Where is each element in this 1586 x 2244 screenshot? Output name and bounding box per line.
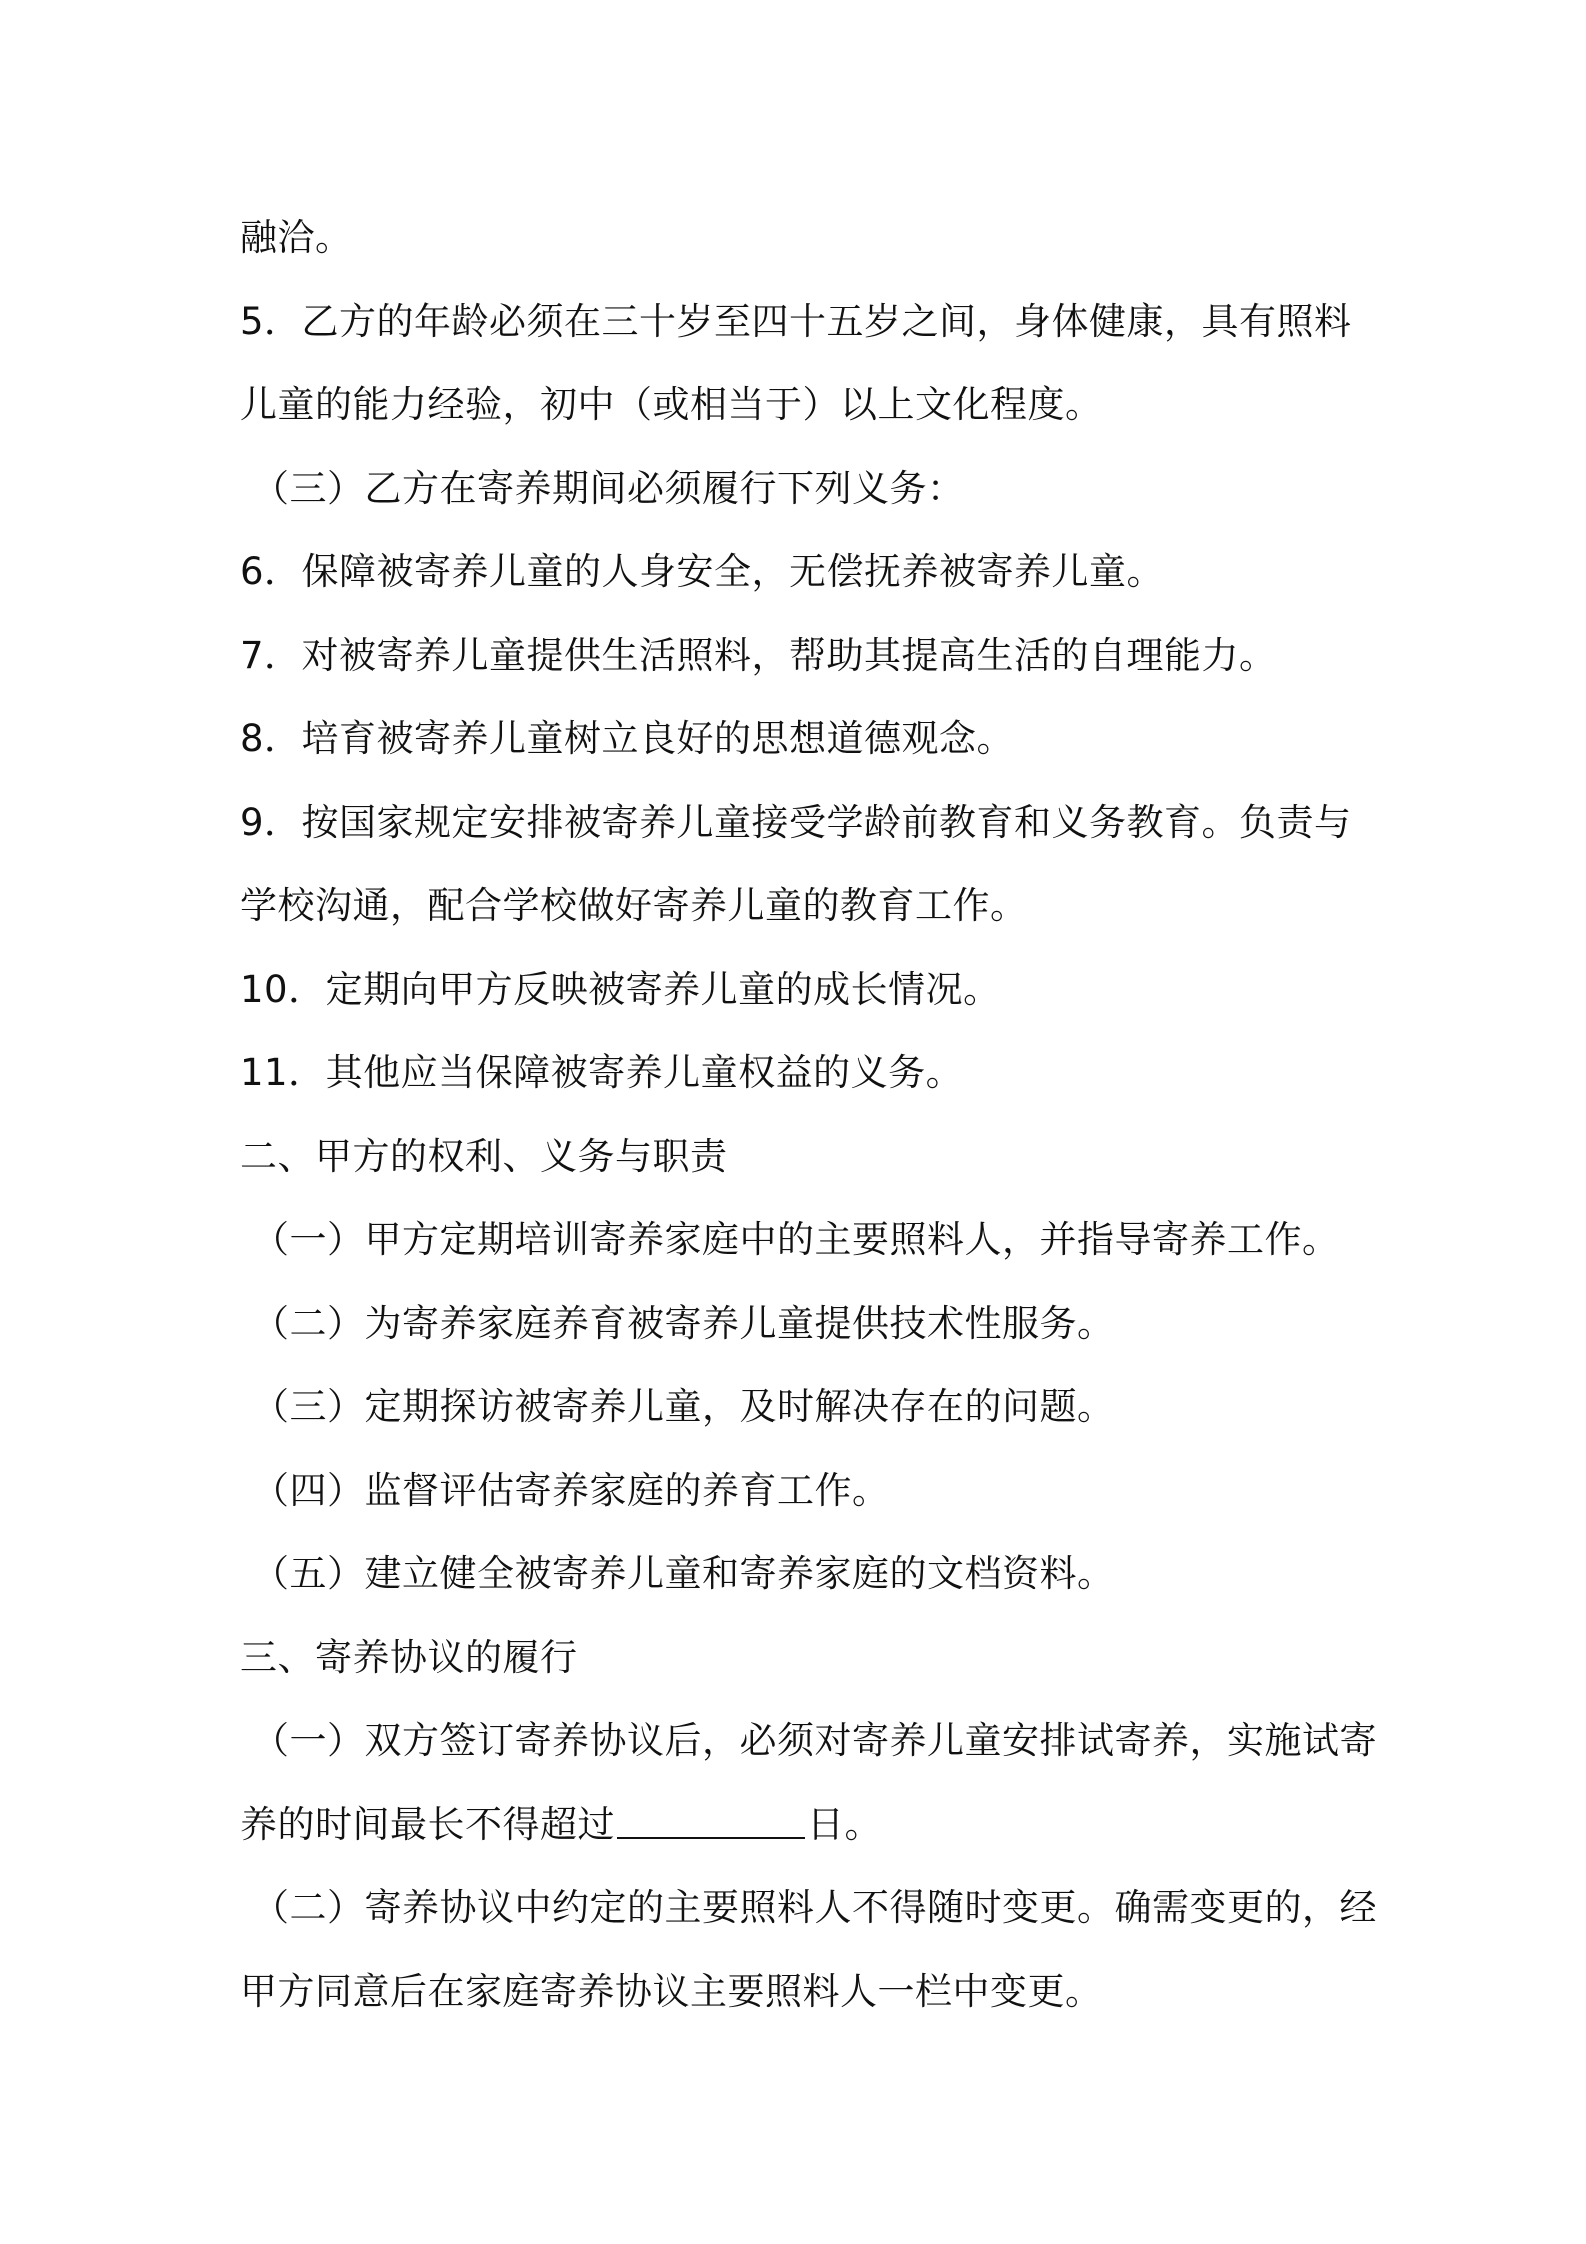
text-line: 5．乙方的年龄必须在三十岁至四十五岁之间，身体健康，具有照料 <box>240 299 1352 343</box>
text-line: 甲方同意后在家庭寄养协议主要照料人一栏中变更。 <box>240 1969 1103 2013</box>
text-line: 融洽。 <box>240 216 353 259</box>
text-line: 6．保障被寄养儿童的人身安全，无偿抚养被寄养儿童。 <box>240 550 1165 593</box>
text-line: （二）为寄养家庭养育被寄养儿童提供技术性服务。 <box>252 1301 1115 1345</box>
section-heading: 二、甲方的权利、义务与职责 <box>240 1134 728 1178</box>
text-line: 8．培育被寄养儿童树立良好的思想道德观念。 <box>240 717 1015 760</box>
text-line: （一）双方签订寄养协议后，必须对寄养儿童安排试寄养，实施试寄 <box>252 1719 1377 1762</box>
section-heading: 三、寄养协议的履行 <box>240 1635 578 1679</box>
section-heading: （三）乙方在寄养期间必须履行下列义务： <box>252 466 965 510</box>
text-line: 9．按国家规定安排被寄养儿童接受学龄前教育和义务教育。负责与 <box>240 800 1352 844</box>
text-line: 11．其他应当保障被寄养儿童权益的义务。 <box>240 1051 964 1094</box>
text-line: （五）建立健全被寄养儿童和寄养家庭的文档资料。 <box>252 1552 1115 1595</box>
text-line-with-blank <box>240 1783 1360 1867</box>
text-line: （二）寄养协议中约定的主要照料人不得随时变更。确需变更的，经 <box>252 1886 1377 1929</box>
text-line: 学校沟通，配合学校做好寄养儿童的教育工作。 <box>240 884 1028 927</box>
text-line: （三）定期探访被寄养儿童，及时解决存在的问题。 <box>252 1385 1115 1428</box>
blank-field <box>617 1801 805 1839</box>
text-line: （一）甲方定期培训寄养家庭中的主要照料人，并指导寄养工作。 <box>252 1218 1340 1261</box>
text-line: 7．对被寄养儿童提供生活照料，帮助其提高生活的自理能力。 <box>240 633 1277 677</box>
text-segment: 日。 <box>807 1802 882 1846</box>
text-line: （四）监督评估寄养家庭的养育工作。 <box>252 1468 890 1512</box>
document-body <box>240 196 1377 2033</box>
text-segment: 养的时间最长不得超过 <box>240 1802 615 1846</box>
text-line: 10．定期向甲方反映被寄养儿童的成长情况。 <box>240 967 1001 1011</box>
text-line: 儿童的能力经验，初中（或相当于）以上文化程度。 <box>240 383 1103 426</box>
